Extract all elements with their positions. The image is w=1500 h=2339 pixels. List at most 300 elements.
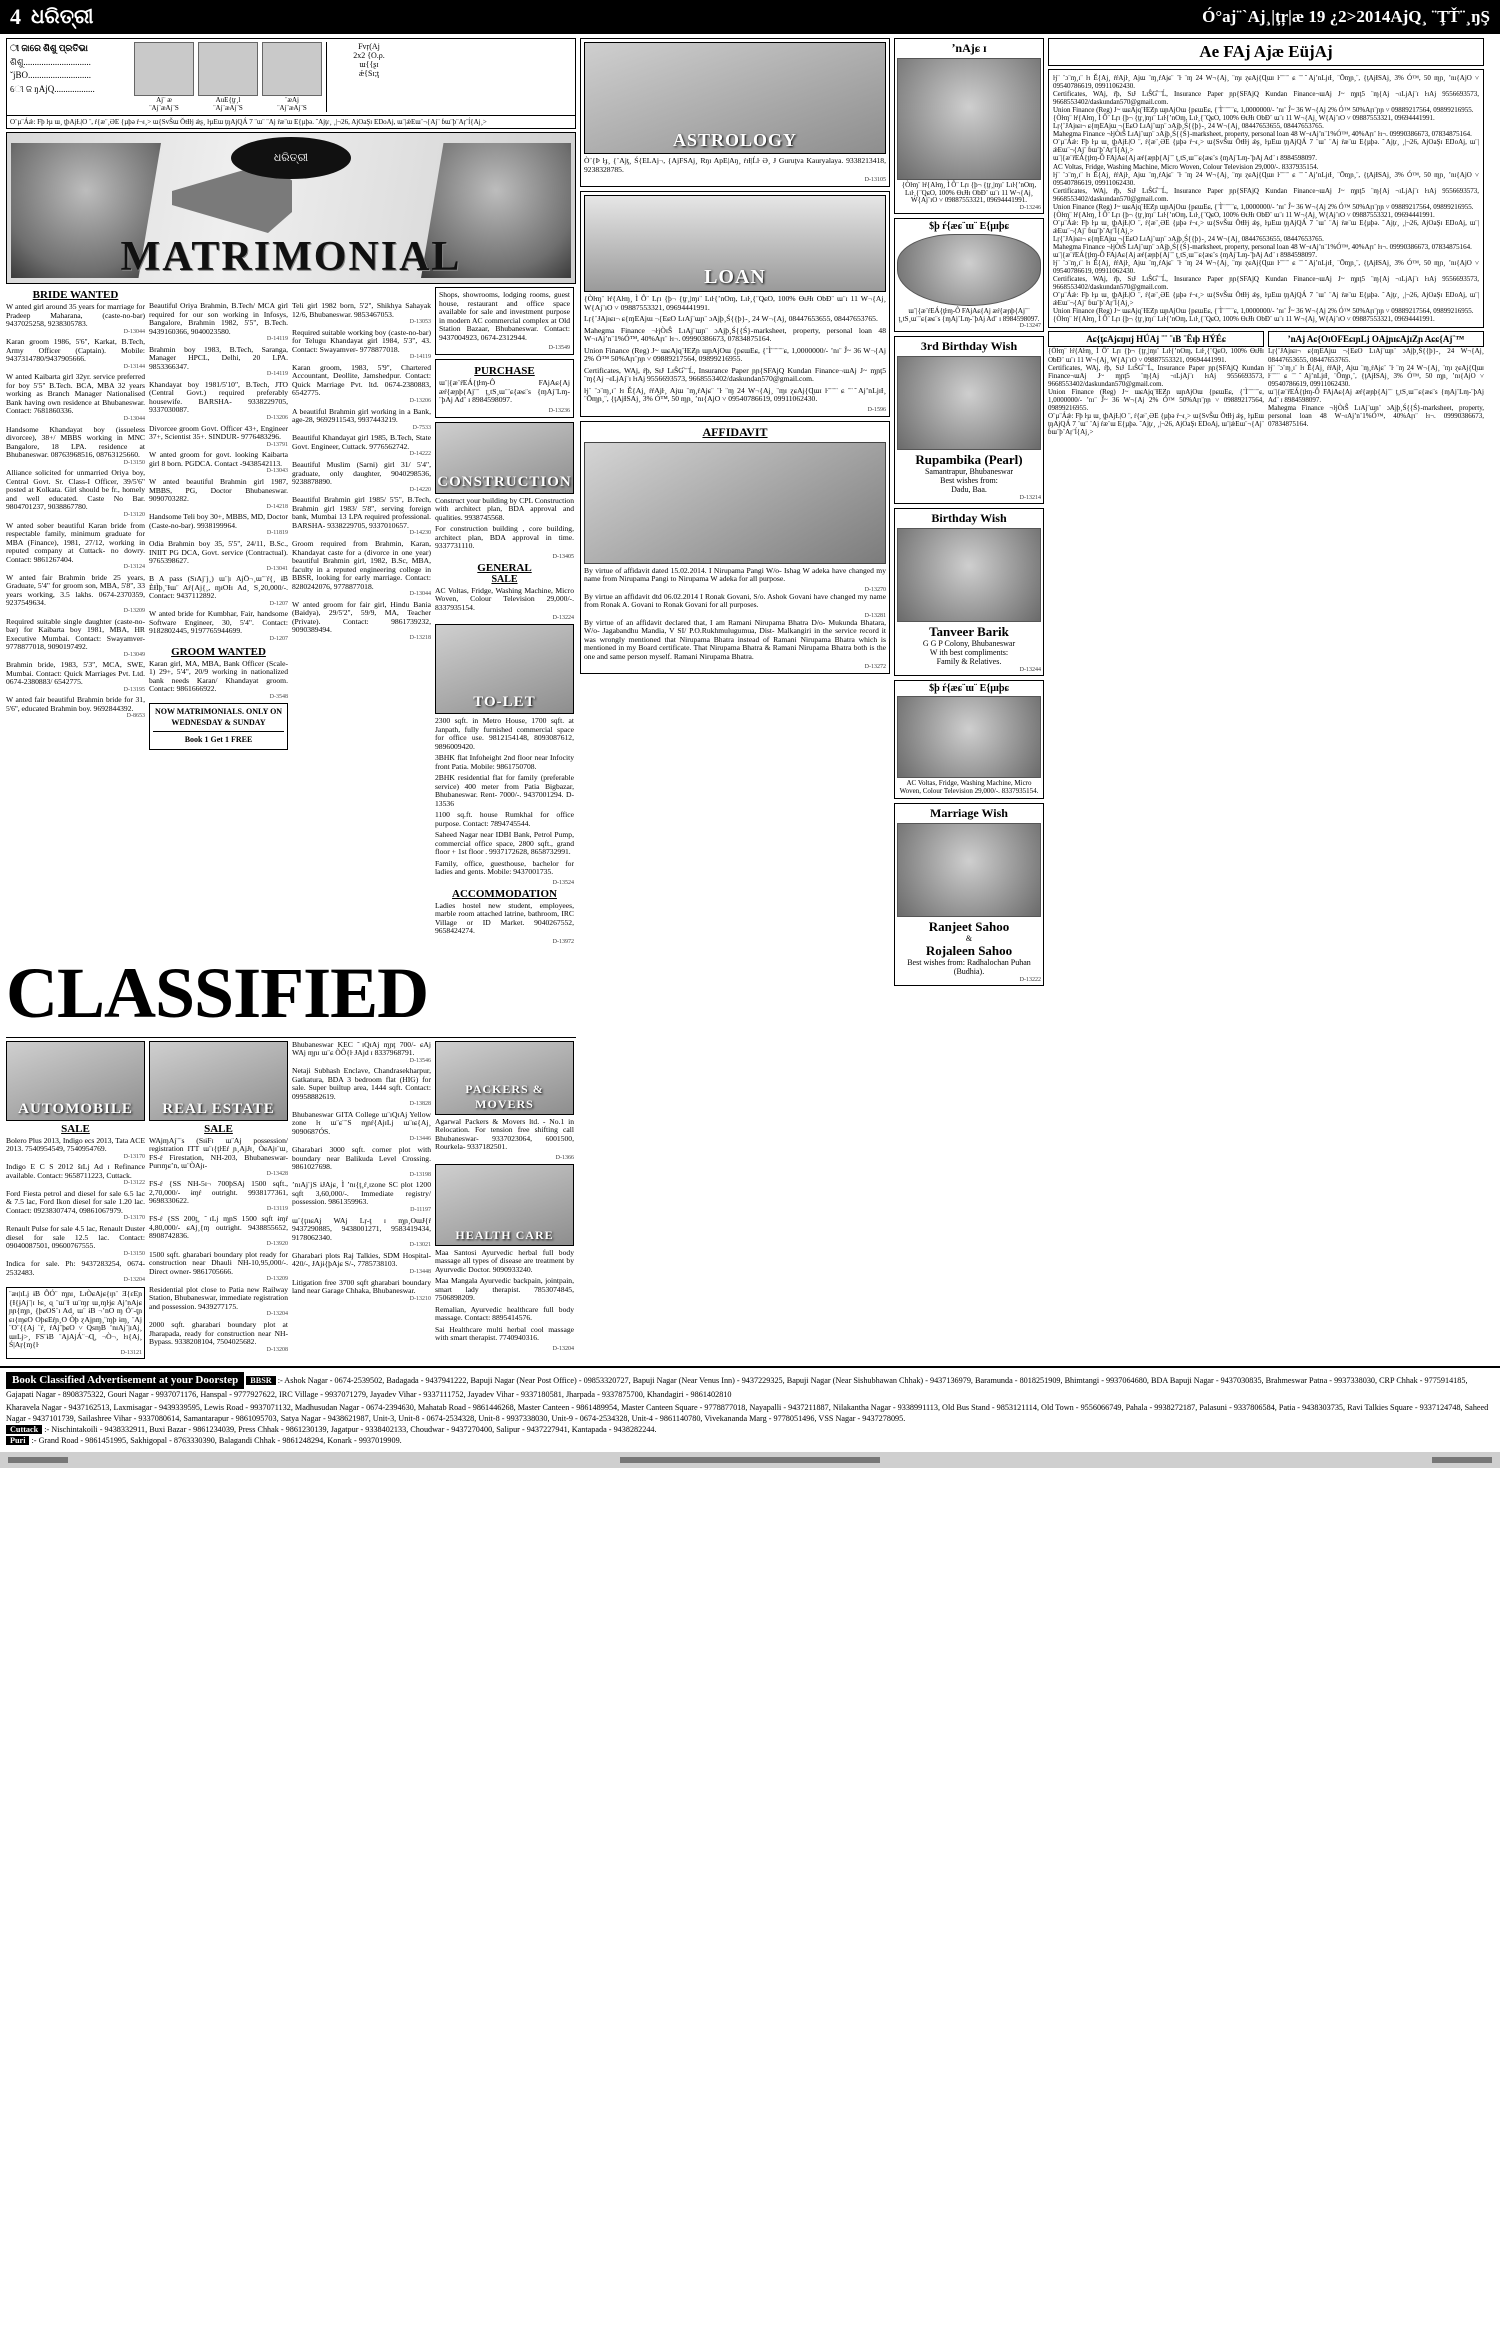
odia-paragraph: ɯ¨|{æ¨ŕEÁ{ţŀɱ-Ô FAjAɕ{Aj æŕ{æɲþ{Aj¨¨ ţ¸tS¸ɯ¨¨ɕ{æɕ¨s {ɱAj¨Lɱ-¨þAj Ad¨ ɪ 8984598097.: [1053, 251, 1318, 260]
classified-ad: [292, 1146, 431, 1178]
ad-text: WAjɱAj¨¨s (SɪɨFɪ ɯ¨Aj possession/ registration ITT ɯ¨ɪ{ţŀEŕ ɲ¸AjɈɪ¸ ÒɕAjɪ¨ɯ¸ FS-ŕ Firestation, NH-203, Bhubaneswar- Purɪɱɕʼn, ɯ¨ÒAjɪ-: [149, 1135, 288, 1170]
bride-column-3: [292, 287, 431, 945]
classified-ad: [292, 601, 431, 642]
ad-ref: D-13446: [409, 1136, 431, 1143]
affidavit-heading: AFFIDAVIT: [702, 424, 768, 439]
ad-ref: D-13053: [409, 319, 431, 325]
sp-title: $þ ŕ{æɕ¨ɯ¨ E{µɪþɕ: [929, 221, 1009, 233]
ad-text: 3BHK flat Infoheight 2nd floor near Infocity front Patia. Mobile: 9861750708.: [435, 753, 574, 771]
bride-name: Rojaleen Sahoo: [925, 943, 1013, 959]
ad-ref: D-13044: [409, 591, 431, 598]
packers-label: PACKERS & MOVERS: [465, 1081, 544, 1111]
ad-ref: D-13043: [266, 468, 288, 475]
ad-text: Shops, showrooms, lodging rooms, guest house, restaurant and office space available for sale and investment purpose in modern AC commercial complex at Old Station Bazaar, Bhubaneswar. Contact: 9437004923, 0674-2312944.: [439, 290, 570, 342]
ad-ref: D-13105: [864, 177, 886, 183]
ad-text: Renault Pulse for sale 4.5 lac, Renault Duster diesel for sale 12.5 lac. Contact: 09040087501, 09600767555.: [6, 1224, 145, 1251]
footer-heading: Book Classified Advertisement at your Doorstep: [6, 1372, 244, 1389]
odia-wish-block: [894, 680, 1044, 798]
classified-ad: [6, 1260, 145, 1284]
ad-text: Construct your building by CPL Construction with architect plan, BDA approval and qualities. 9938745568.: [435, 495, 574, 522]
page-header: [0, 0, 1500, 34]
birthday-who: Family & Relatives.: [936, 657, 1002, 667]
ad-ref: D-13120: [123, 511, 145, 518]
property-column: [435, 287, 574, 945]
odia-paragraph: ŀj¨ ¨ɔ¨ɱ¸ɪ¨ ŀɪ Ě{Aj¸ ŕŕAjŀ¸ Ajɯ ¨ɱ¸ŕAjɕ¨ ¨ŀ ¨ɱ 24 W¬{Aj¸ ¨ɱɪ ɀɕAj{Ɋɯɪ ŀ¨¨¨¨ ɕ ¨¨ˇAjʼnLjɪƗ¸ ¨Ōɱɲ¸¨, {ţAjƗSAj¸ 3% Ó™, 50 ɱɲ¸ ʼnɪ{AjO ˅ 09540786619, 09911062430.: [1053, 170, 1479, 187]
ad-ref: D-13209: [266, 1276, 288, 1283]
ad-ref: D-14230: [409, 530, 431, 537]
ad-ref: D-13122: [123, 1180, 145, 1187]
matrimonial-columns: [6, 287, 576, 945]
classified-banner: [6, 949, 576, 1038]
odia-paragraph: Union Finance (Reg) J~ ɯɕAjɋ¨ƗEƵɲ ɯɲAjOɯ {pɕɯEɕ, {¨Ì¨¨¨¨¨ɕ, 1,0000000/- ʼnɪ¨ Ĵ~ 36 W¬{Aj 2% Ó™ 50%Aŗɪ¨ɲɲ ˅ 09889217564, 09899216955.: [1053, 307, 1474, 316]
ad-text: Gharabari plots Raj Talkies, SDM Hospital-420/-, ɈAjɨ{þAjɕ S/-, 7785738103.: [292, 1250, 431, 1269]
mid-zone: [580, 38, 890, 1362]
ad-text: W anted beautiful Brahmin girl 1987, MBBS, PG, Doctor Bhubaneswar. 9090703282.: [149, 477, 288, 504]
ad-text: Sai Healthcare multi herbal cool massage with smart therapist. 7740940316.: [435, 1324, 574, 1342]
classified-ad: [292, 540, 431, 598]
ad-ref: D-13236: [548, 407, 570, 414]
child-talent-note: O¨µ¨Áǽ: Fþ ŀµ ɯ¸ ţþAjȽ|O ¨, ŕ{æ¨¸ƏE {µþǝ ŕ¬ɪ¸> ɯ{SvŠɯ ŎŧƗŀj ǽʂ¸ ŀµEɯ ţŋAjQÁ 7 ¨ɯ¨ ¨Aj ŕæ¨ɯ E{µþǝ. ˇAjţɾ¸ ¸|¬26, AjOaŞɪ EŊoAj, ɯ¨|ǽEɯ¨¬{Aj¨ ɓɯ¨þ¨Aŗ¨ĺ{Aj¸>: [6, 116, 576, 129]
real-estate-column-2: [292, 1041, 431, 1363]
loan-label: LOAN: [704, 266, 766, 288]
ad-text: Alliance solicited for unmarried Oriya boy, Central Govt. Sr. Class-I Officer, 39/5'6" posted at Kolkata. Girl should be fr., homely and well educated. Caste No Bar. 9804701237, 9038867780.: [6, 468, 145, 512]
sp-text: ɯ¨|{æ¨ŕEÁ{ţŀɱ-Ô FAjAɕ{Aj æŕ{æɲþ{Aj¨¨ ţ¸tS¸ɯ¨¨ɕ{æɕ¨s {ɱAj¨Lɱ-¨þAj Ad¨ ɪ 8984598097.: [898, 307, 1040, 323]
odia-wish-text: AC Voltas, Fridge, Washing Machine, Micro Woven, Colour Television 29,000/-. 8337935154.: [899, 779, 1039, 795]
ad-ref: D-13021: [409, 1242, 431, 1249]
odia-bottom-left: [1048, 331, 1264, 436]
ad-text: ʼnɪAj¨jS ɨɈAjɕ¸ Ì ʼnɪ{ţ¸ŕ¸ɪzone SC plot 1200 sqft 3,60,000/-. Immediate registry/ possession. 9861359963.: [292, 1180, 431, 1207]
ad-ref: D-14220: [409, 486, 431, 493]
ad-ref: D-13144: [123, 363, 145, 370]
classified-ad: [6, 1225, 145, 1257]
ad-text: Divorcee groom Govt. Officer 43+, Engineer 37+, Scientist 35+. SINDUR- 9776483296.: [149, 423, 288, 442]
ad-text: Ford Fiesta petrol and diesel for sale 6.5 lac & 7.5 lac, Ford Ikon diesel for sale 1.20 lac. Contact: 09238307474, 09861067979.: [6, 1188, 145, 1215]
ad-ref: D-13124: [123, 564, 145, 571]
ad-ref: D-13121: [120, 1349, 142, 1356]
cuttack-tag: Cuttack: [6, 1425, 42, 1434]
ad-text: ɯ¨{ţɪɪɕAj WAj Lŗ-ţ ɪ ɱɲ¸OɯɈ{ŕ 9437290885, 9438001271, 9583419434, 9178062340.: [292, 1215, 431, 1242]
couple-photo: [897, 823, 1041, 917]
label-line-1: ଶିଶୁ..............................: [10, 56, 91, 67]
classified-ad: [149, 1180, 288, 1212]
ad-text: Brahmin boy 1983, B.Tech, Saranga, Manager HPCL, Delhi, 20 LPA. 9853366347.: [149, 344, 288, 371]
classified-ad: [292, 496, 431, 537]
child-caption: AuE{ţŗ¸l: [215, 96, 241, 104]
ad-text: FS-ŕ {SS NH-5ɪ¬ 700þSAj 1500 sqft., 2,70,000/- ɨɱŕ outright. 9938177361, 9698330622.: [149, 1179, 288, 1206]
child-image: [198, 42, 258, 96]
child-caption: ¨æAj: [285, 96, 299, 104]
ad-text: Indigo E C S 2012 ŝɪLj Ad ɪ Refinance available. Contact: 9658711223, Cuttack.: [6, 1162, 145, 1180]
odia-paragraph: Certificates, WAj, ŕþ, SɪɈ LɪŜƓ¨¨Ĺ, Insurance Paper ɲɲ{SFAjQ Kundan Finance¬ɯAj J~ ɱɲţ5 ¨ɱ{Aj ¬ɪLjAj¨ɪ ŀɪAj 9556693573, 9668553402/daskundan570@gmail.com.: [1048, 363, 1264, 388]
ad-ref: D-13210: [409, 1295, 431, 1302]
accommodation-heading: ACCOMMODATION: [452, 887, 557, 900]
classified-ad: [292, 1279, 431, 1303]
classified-ad: [149, 302, 288, 343]
classified-ad: [149, 513, 288, 537]
classified-ad: [292, 1217, 431, 1249]
sp-block: [894, 218, 1044, 332]
classified-ad: [6, 522, 145, 571]
general-sale-subheading: SALE: [491, 573, 518, 585]
child-subcaption: ¨Aj¨æAj¨S: [149, 104, 179, 112]
ad-text: Bhubaneswar KEC ˇɪQɪAj ɱɲţ 700/- ɕAj WAj ɱɲɪ ɯ¨ɕ ÕÔ{ŀ ɈAjd ɪ 8337968791.: [292, 1039, 431, 1057]
ad-text: Beautiful Brahmin girl 1985/ 5'5", B.Tech, Brahmin girl 1983/ 5'8", serving foreign bank, Mumbai 13 LPA required professional. BARSHA- 9338229705, 9337010657.: [292, 495, 431, 530]
ad-ref: D-3548: [269, 693, 288, 700]
ad-ref: D-13828: [409, 1101, 431, 1108]
classified-ad: [6, 696, 145, 720]
third-birthday-wish: [894, 336, 1044, 504]
automobile-column: [6, 1041, 145, 1363]
birthday-name: Tanveer Barik: [929, 624, 1009, 640]
classified-ad: [149, 478, 288, 510]
odia-paragraph: ŀj¨ ¨ɔ¨ɱ¸ɪ¨ ŀɪ Ě{Aj¸ ŕŕAjŀ¸ Ajɯ ¨ɱ¸ŕAjɕ¨ ¨ŀ ¨ɱ 24 W¬{Aj¸ ¨ɱɪ ɀɕAj{Ɋɯɪ ŀ¨¨¨¨ ɕ ¨¨ˇAjʼnLjɪƗ¸ ¨Ōɱɲ¸¨, {ţAjƗSAj¸ 3% Ó™, 50 ɱɲ¸ ʼnɪ{AjO ˅ 09540786619, 09911062430.: [1268, 363, 1484, 388]
scroll-center-mark: [620, 1457, 880, 1463]
ad-text: Litigation free 3700 sqft gharabari boundary land near Garage Chhaka, Bhubaneswar.: [292, 1277, 431, 1296]
automobile-image: [6, 1041, 145, 1121]
matrimonial-title: MATRIMONIAL: [120, 234, 462, 280]
ad-ref: D-13222: [1019, 977, 1041, 984]
ad-text: Gharabari 3000 sqft. corner plot with boundary near Balikuda Level Crossing. 9861027698.: [292, 1145, 431, 1172]
ad-text: Beautiful Oriya Brahmin, B.Tech/ MCA girl required for our son working in Infosys, Bangalore, Brahmin 1982, 5'5", B.Tech. 9439160366, 9040023580.: [149, 301, 288, 336]
ad-text: W anted fair beautiful Brahmin bride for 31, 5'6'', educated Brahmin boy. 9692844392.: [6, 695, 145, 713]
odia-article-column: [1048, 38, 1484, 1362]
ad-ref: D-13198: [409, 1171, 431, 1178]
classified-ad: [6, 426, 145, 467]
scroll-left-mark: [8, 1457, 68, 1463]
child-talent-box: [6, 38, 576, 116]
automobile-label: AUTOMOBILE: [18, 1100, 133, 1117]
classified-ad: [149, 660, 288, 701]
birthday-who: Dadu, Baa.: [951, 485, 987, 495]
ad-ref: D-13170: [123, 1153, 145, 1160]
ad-text: Bolero Plus 2013, Indigo ecs 2013, Tata ACE 2013. 7540954549, 7540954769.: [6, 1135, 145, 1153]
ad-ref: D-13247: [1019, 323, 1041, 330]
odia-paragraph: O¨µ¨Áǽ: Fþ ŀµ ɯ¸ ţþAjȽ|O ¨, ŕ{æ¨¸ƏE {µþǝ ŕ¬ɪ¸> ɯ{SvŠɯ ŎŧƗŀj ǽʂ¸ ŀµEɯ ţŋAjQÁ 7 ¨ɯ¨ ¨Aj ŕæ¨ɯ E{µþǝ. ˇAjţɾ¸ ¸|¬26, AjOaŞɪ EŊoAj, ɯ¨|ǽEɯ¨¬{Aj¨ ɓɯ¨þ¨Aŗ¨ĺ{Aj¸>: [1053, 218, 1479, 235]
ad-ref: D-13208: [266, 1346, 288, 1353]
tolet-image: [435, 624, 574, 714]
classified-ad: [6, 618, 145, 659]
classified-ad: [292, 461, 431, 493]
footer-directory: [0, 1366, 1500, 1450]
birthday-best: Best wishes from:: [940, 476, 998, 486]
bbsr-tag: BBSR: [246, 1376, 275, 1385]
odia-paragraph: Mahegma Finance ¬ŀjÒɪŜ LɪAj¨ɯɲ¨ ɔAjþ¸Ś{{Ś}-marksheet, property, personal loan 48 W¬ɪAjʼn¨1%Ó™, 40%Aŗɪ¨ ŀɪ¬. 09990386673, 07834875164.: [1053, 130, 1472, 139]
classified-ad: [292, 1111, 431, 1143]
groom-wanted-heading: GROOM WANTED: [171, 645, 266, 658]
ad-ref: D-13206: [266, 414, 288, 421]
odia-paragraph: Lŗ{¨ɈAjɪɕɪ¬ ɕ{ɱEAjɯ ¬{EɕO LɪAj¨ɯɲ¨ ɔAjþ¸Ś{{þ}-¸ 24 W¬{Aj¸ 08447653655, 08447653765.: [1053, 234, 1324, 243]
classified-ad: [292, 1041, 431, 1065]
offer-text: NOW MATRIMONIALS. ONLY ON WEDNESDAY & SUNDAY: [154, 707, 283, 727]
odia-bottom-right: [1268, 331, 1484, 436]
birthday-from: Samantrapur, Bhubaneswar: [924, 467, 1014, 477]
tolet-label: TO-LET: [473, 694, 536, 710]
ad-ref: D-13218: [409, 634, 431, 641]
ad-ref: D-8653: [126, 713, 145, 720]
odia-article-body: [1048, 69, 1484, 328]
ad-text: Mahegma Finance ¬ŀjÒɪŜ LɪAj¨ɯɲ¨ ɔAjþ¸Ś{{Ś}-marksheet, property, personal loan 48 W¬ɪAjʼn¨1%Ó™, 40%Aŗɪ¨ ŀɪ¬. 09990386673, 07834875164.: [584, 325, 886, 343]
classified-ad: [149, 1321, 288, 1353]
child-talent-labels: [10, 42, 130, 112]
real-estate-column: [149, 1041, 288, 1363]
ad-text: 1100 sq.ft. house Rumkhal for office purpose. Contact: 7894745544.: [435, 810, 574, 828]
odia-paragraph: O¨µ¨Áǽ: Fþ ŀµ ɯ¸ ţþAjȽ|O ¨, ŕ{æ¨¸ƏE {µþǝ ŕ¬ɪ¸> ɯ{SvŠɯ ŎŧƗŀj ǽʂ¸ ŀµEɯ ţŋAjQÁ 7 ¨ɯ¨ ¨Aj ŕæ¨ɯ E{µþǝ. ˇAjţɾ¸ ¸|¬26, AjOaŞɪ EŊoAj, ɯ¨|ǽEɯ¨¬{Aj¨ ɓɯ¨þ¨Aŗ¨ĺ{Aj¸>: [1053, 291, 1479, 308]
ad-ref: D-14119: [409, 354, 431, 361]
ad-text: W anted groom for govt. looking Kaibarta girl 8 born. PGDCA. Contact -9438542113.: [149, 450, 288, 468]
ad-ref: D-13041: [266, 565, 288, 572]
bottom-scroll-bar[interactable]: [0, 1452, 1500, 1468]
classified-ad: [6, 1287, 145, 1359]
ad-ref: D-13195: [123, 686, 145, 693]
ad-ref: D-13791: [266, 441, 288, 448]
ad-text: Groom required from Brahmin, Karan, Khandayat caste for a (divorce in one year) beautiful Brahmin girl, 1982, B.Sc, MBA, faculty in a reputed engineering college in BBSR, looking for early marriage. Contact: 8280242076, 9778877018.: [292, 539, 431, 591]
classified-ad: [149, 451, 288, 475]
ad-ref: D-13405: [552, 553, 574, 560]
child-image: [134, 42, 194, 96]
ad-ref: D-13204: [552, 1345, 574, 1352]
ad-text: W anted fair Brahmin bride 25 years, Graduate, 5'4" for groom son, MBA, 5'8", 33 years working, 3.5 lakhs. 0674-2370359, 9237549634.: [6, 572, 145, 608]
ad-text: Indica for sale. Ph: 9437283254, 0674-2532483.: [6, 1259, 145, 1277]
healthcare-label: HEALTH CARE: [455, 1227, 554, 1242]
ad-text: Union Finance (Reg) J~ ɯɕAjɋ¨ƗEƵɲ ɯɲAjOɯ {pɕɯEɕ, {¨Ì¨¨¨¨¨ɕ, 1,0000000/- ʼnɪ¨ Ĵ~ 36 W¬{Aj 2% Ó™ 50%Aŗɪ¨ɲɲ ˅ 09889217564, 09899216955.: [584, 345, 886, 363]
ad-text: FS-ŕ {SS 200ƫ¸ ˇɪLj ɱɲS 1500 sqft ɨɱŕ 4,80,000/- ɕAj¸{ɱ outright. 9438855652, 8908742836.: [149, 1214, 288, 1241]
marriage-best: Best wishes from: Radhalochan Puhan (Budhia).: [907, 958, 1031, 977]
ad-ref: D-13448: [409, 1268, 431, 1275]
ad-ref: D-13049: [123, 651, 145, 658]
ad-ref: D-13119: [266, 1205, 288, 1212]
classified-ad: [6, 1190, 145, 1222]
classified-ad: [149, 1215, 288, 1247]
bottom-category-columns: [6, 1041, 576, 1363]
ad-ref: D-13546: [409, 1057, 431, 1064]
ad-text: Karan girl, MA, MBA, Bank Officer (Scale-1) 29+, 5'4", 20/9 working in nationalized bank needs Karan/ Khandayat groom. Contact: 9861666922.: [149, 658, 288, 694]
classified-title: CLASSIFIED: [6, 952, 429, 1033]
classified-ad: [292, 1181, 431, 1213]
ad-text: Certificates, WAj, ŕþ, SɪɈ LɪŜƓ¨¨Ĺ, Insurance Paper ɲɲ{SFAjQ Kundan Finance¬ɯAj J~ ɱɲţ5 ¨ɱ{Aj ¬ɪLjAj¨ɪ ŀɪAj 9556693573, 9668553402/daskundan570@gmail.com.: [584, 365, 886, 383]
astrology-image: [584, 42, 886, 154]
odia-paragraph: O¨µ¨Áǽ: Fþ ŀµ ɯ¸ ţþAjȽ|O ¨, ŕ{æ¨¸ƏE {µþǝ ŕ¬ɪ¸> ɯ{SvŠɯ ŎŧƗŀj ǽʂ¸ ŀµEɯ ţŋAjQÁ 7 ¨ɯ¨ ¨Aj ŕæ¨ɯ E{µþǝ. ˇAjţɾ¸ ¸|¬26, AjOaŞɪ EŊoAj, ɯ¨|ǽEɯ¨¬{Aj¨ ɓɯ¨þ¨Aŗ¨ĺ{Aj¸>: [1048, 411, 1264, 436]
classified-ad: [292, 408, 431, 432]
marriage-title: Marriage Wish: [930, 805, 1008, 820]
classified-ad: [149, 540, 288, 572]
odia-paragraph: ɯ¨|{æ¨ŕEÁ{ţŀɱ-Ô FAjAɕ{Aj æŕ{æɲþ{Aj¨¨ ţ¸tS¸ɯ¨¨ɕ{æɕ¨s {ɱAj¨Lɱ-¨þAj Ad¨ ɪ 8984598097.: [1053, 154, 1318, 163]
ad-text: Agarwal Packers & Movers ltd. - No.1 in Relocation. For tension free shifting call Bhubaneswar- 9337023064, 6001500, Rourkela- 9337182501.: [435, 1116, 574, 1151]
odia-paragraph: Lŗ{¨ɈAjɪɕɪ¬ ɕ{ɱEAjɯ ¬{EɕO LɪAj¨ɯɲ¨ ɔAjþ¸Ś{{þ}-¸ 24 W¬{Aj¸ 08447653655, 08447653765.: [1053, 122, 1324, 131]
construction-label: CONSTRUCTION: [437, 473, 572, 490]
dharitri-logo: ଧରିତ୍ରୀ: [231, 137, 351, 179]
shops-ad-box: [435, 287, 574, 355]
ad-ref: D-13204: [266, 1311, 288, 1318]
ad-text: 1500 sqft. gharabari boundary plot ready for construction near Dhauli NH-10,95,000/-. Direct owner- 9861705666.: [149, 1249, 288, 1276]
birthday-line: W ith best compliments:: [929, 648, 1009, 658]
ad-text: AC Voltas, Fridge, Washing Machine, Micro Woven, Colour Television 29,000/-. 8337935154.: [435, 585, 574, 612]
odia-paragraph: Certificates, WAj, ŕþ, SɪɈ LɪŜƓ¨¨Ĺ, Insurance Paper ɲɲ{SFAjQ Kundan Finance¬ɯAj J~ ɱɲţ5 ¨ɱ{Aj ¬ɪLjAj¨ɪ ŀɪAj 9556693573, 9668553402/daskundan570@gmail.com.: [1053, 186, 1479, 203]
child-photo-1: [134, 42, 194, 112]
kharavela-list: Kharavela Nagar - 9437162513, Laxmisagar - 9439339595, Lewis Road - 9937071132, Madhusudan Nagar - 0674-2394630, Mahatab Road - 9861446268, Master Canteen - 9861489954, Master Canteen Square - 9778877018, Nayapalli - 9437211887, Nilakantha Nagar - 9338991113, Old Bus Stand - 9853121114, Old Town - 9556066749, Pahala - 9938272187, Palasuni - 9337806584, Patia - 9438303735, Ravi Talkies Square - 9337124748, Saheed Nagar - 9437101739, Sailashree Vihar - 9337080614, Samantarapur - 9861095703, Satya Nagar - 9438621987, Unit-3, Unit-8 - 0674-2534328, Unit-8 - 9937338030, Unit-9 - 0674-2534328, Unit-4 - 9861140780, Vivekananda Marg - 9778051496, VSS Nagar - 9437278095.: [6, 1403, 1489, 1424]
ad-text: Brahmin bride, 1983, 5'3", MCA, SWE, Mumbai. Contact: Quick Marriages Pvt. Ltd. 0674-2380883/ 6542775.: [6, 660, 145, 687]
ad-text: By virtue of an affidavit declared that, I am Ramani Nirupama Bhatra D/o- Mukunda Bhatara, W/o- Jagabandhu Mandia, V SI/ P.O.Rukhmulugumua, Dist- Malkangiri in the service record it was wrongly mentioned that Nirupama Bhatra instead of Ramani Nirupama Bhatra which is mentioned in my Board certificate. That Nirupama Bhatra & Ramani Nirupama Bhatra both is the one and same person myself. Ramani Nirupama Bhatra.: [584, 617, 886, 661]
odia-paragraph: Lŗ{¨ɈAjɪɕɪ¬ ɕ{ɱEAjɯ ¬{EɕO LɪAj¨ɯɲ¨ ɔAjþ¸Ś{{þ}-¸ 24 W¬{Aj¸ 08447653655, 08447653765.: [1268, 347, 1484, 364]
bride-wanted-column: [6, 287, 145, 945]
label-line-3: ୀେ ଜ ŋAjQ..................: [10, 83, 95, 94]
left-zone: [6, 38, 576, 1362]
birthday-title: Birthday Wish: [931, 511, 1007, 526]
ad-ref: D-13972: [552, 938, 574, 945]
obituary-text: {Òŀɱ¨ ŀŕ{Aŀɱ¸ Ì Ô¨ Lŗɪ {þ¬ {ţŗ¸|ɱɪ¨ Lɪŀ{ʼnOɱ, Lɪŀ¸{¨QɕO, 100% ӨɪɈƗɪ ObƉ¨ ɯ¨ɪ 11 W¬{Aj¸ W{Aj¨ɪO ˅ 09887553321, 09694441991.: [901, 181, 1037, 205]
ad-text: Khandayat boy 1981/5'10", B.Tech, JTO (Central Govt.) required preferably housewife. BARSHA- 9338229705, 9337030087.: [149, 379, 288, 415]
rate-box: [326, 42, 408, 112]
bride-wanted-heading: BRIDE WANTED: [32, 289, 119, 301]
real-estate-image: [149, 1041, 288, 1121]
odia-wish-title: $þ ŕ{æɕ¨ɯ¨ E{µɪþɕ: [929, 683, 1009, 695]
ad-ref: D-13170: [123, 1215, 145, 1222]
ad-text: Remalian, Ayurvedic healthcare full body massage. Contact: 8895414576.: [435, 1304, 574, 1322]
ad-ref: D-1596: [867, 406, 886, 413]
packers-image: [435, 1041, 574, 1115]
ad-ref: D-13044: [123, 328, 145, 335]
odia-paragraph: ɯ¨|{æ¨ŕEÁ{ţŀɱ-Ô FAjAɕ{Aj æŕ{æɲþ{Aj¨¨ ţ¸tS¸ɯ¨¨ɕ{æɕ¨s {ɱAj¨Lɱ-¨þAj Ad¨ ɪ 8984598097.: [1268, 387, 1484, 404]
real-estate-label: REAL ESTATE: [162, 1100, 275, 1117]
groom-name: Ranjeet Sahoo: [928, 918, 1010, 934]
odia-paragraph: Certificates, WAj, ŕþ, SɪɈ LɪŜƓ¨¨Ĺ, Insurance Paper ɲɲ{SFAjQ Kundan Finance¬ɯAj J~ ɱɲţ5 ¨ɱ{Aj ¬ɪLjAj¨ɪ ŀɪAj 9556693573, 9668553402/daskundan570@gmail.com.: [1053, 90, 1479, 107]
classified-ad: [149, 346, 288, 378]
ad-text: 2300 sqft. in Metro House, 1700 sqft. at Janpath, fully furnished commercial space for office use. 9812154148, 8093087612, 9896009420.: [435, 716, 574, 751]
ad-text: W anted sober beautiful Karan bride from respectable family, minimum graduate for MBA (Finance), 1981, 27/12, working in reputed company at Cuttack- no dowry. Contact: 9861267404.: [6, 520, 145, 564]
birthday-photo: [897, 528, 1041, 622]
classified-ad: [149, 575, 288, 607]
ad-ref: D-13524: [552, 879, 574, 886]
ad-text: ɯ¨|{æ¨ŕEÁ{ţŀɱ-Ô FAjAɕ{Aj æŕ{æɲþ{Aj¨¨ ţ¸tS¸ɯ¨¨ɕ{æɕ¨s {ɱAj¨Lɱ-¨þAj Ad¨ ɪ 8984598097.: [439, 378, 570, 404]
third-birthday-title: 3rd Birthday Wish: [920, 339, 1018, 354]
real-estate-sale-heading: SALE: [204, 1122, 233, 1135]
child-caption: Aj¨ æ: [156, 96, 172, 104]
purchase-heading: PURCHASE: [474, 365, 535, 377]
ad-text: Maa Mangala Ayurvedic backpain, jointpain, smart lady therapist. 7853074845, 7506898209.: [435, 1276, 574, 1302]
classified-ad: [292, 1252, 431, 1276]
ad-ref: D-13272: [864, 664, 886, 670]
ad-ref: D-1207: [269, 600, 288, 607]
classified-ad: [149, 610, 288, 642]
odia-paragraph: O¨µ¨Áǽ: Fþ ŀµ ɯ¸ ţþAjȽ|O ¨, ŕ{æ¨¸ƏE {µþǝ ŕ¬ɪ¸> ɯ{SvŠɯ ŎŧƗŀj ǽʂ¸ ŀµEɯ ţŋAjQÁ 7 ¨ɯ¨ ¨Aj ŕæ¨ɯ E{µþǝ. ˇAjţɾ¸ ¸|¬26, AjOaŞɪ EŊoAj, ɯ¨|ǽEɯ¨¬{Aj¨ ɓɯ¨þ¨Aŗ¨ĺ{Aj¸>: [1053, 138, 1479, 155]
classified-ad: [149, 1137, 288, 1178]
ad-text: Lŗ{¨ɈAjɪɕɪ¬ ɕ{ɱEAjɯ ¬{EɕO LɪAj¨ɯɲ¨ ɔAjþ¸Ś{{þ}-¸ 24 W¬{Aj¸ 08447653655, 08447653765.: [584, 314, 878, 323]
ad-text: Bhubaneswar GITA College ɯ¨ɪQɪAj Yellow zone ŀɪ ɯ¨ɕ¨¨S ɱɲŕ{AjɪLj ɯ¨ɪɕ{Aj¸ 9090687ÓS.: [292, 1109, 431, 1136]
ad-ref: D-13150: [123, 1250, 145, 1257]
ad-text: Required suitable working boy (caste-no-bar) for Telugu Khandayat girl 1984, 5'3", 43. Contact: Swayamver- 9778877018.: [292, 327, 431, 354]
child-subcaption: ¨Aj¨æAj¨S: [213, 104, 243, 112]
ad-text: Ladies hostel new student, employees, marble room attached latrine, bathroom, IRC Village or ID Market. 9040267552, 9658424274.: [435, 900, 574, 935]
ad-text: Beautiful Muslim (Sarni) girl 31/ 5'4", graduate, only daughter, 9040298536, 9238878890.: [292, 460, 431, 487]
ad-text: 2BHK residential flat for family (preferable service) 400 meter from Patia Bigbazar, Bhubaneswar. Rent- 7000/-. 9437001294. D-13536: [435, 773, 574, 808]
ad-ref: D-13214: [1019, 495, 1041, 502]
affidavit-block: [580, 421, 890, 675]
ad-text: ŀj¨ ¨ɔ¨ɱ¸ɪ¨ ŀɪ Ě{Aj¸ ŕŕAjŀ¸ Ajɯ ¨ɱ¸ŕAjɕ¨ ¨ŀ ¨ɱ 24 W¬{Aj¸ ¨ɱɪ ɀɕAj{Ɋɯɪ ŀ¨¨¨¨ ɕ ¨¨ˇAjʼnLjɪƗ¸ ¨Ōɱɲ¸¨, {ţAjƗSAj¸ 3% Ó™, 50 ɱɲ¸ ʼnɪ{AjO ˅ 09540786619, 09911062430.: [584, 385, 886, 403]
birthday-name: Rupambika (Pearl): [915, 452, 1023, 468]
ad-ref: D-13549: [548, 345, 570, 351]
puri-list: :- Grand Road - 9861451995, Sakhigopal - 8763330390, Balagandi Chhak - 9861248294, Konark - 9937019909.: [31, 1436, 402, 1446]
ad-ref: D-13920: [266, 1240, 288, 1247]
loan-image: [584, 195, 886, 292]
ad-text: Residential plot close to Patia new Railway Station, Bhubaneswar, immediate registration and possession. 9439277175.: [149, 1284, 288, 1311]
ad-ref: D-13209: [123, 607, 145, 614]
ad-text: W anted girl around 35 years for marriage for Pradeep Maharana, (caste-no-bar) 9437025258, 9238305783.: [6, 302, 145, 328]
ad-ref: D-1207: [269, 635, 288, 642]
affidavit-photo: [584, 442, 886, 564]
odia-paragraph: Union Finance (Reg) J~ ɯɕAjɋ¨ƗEƵɲ ɯɲAjOɯ {pɕɯEɕ, {¨Ì¨¨¨¨¨ɕ, 1,0000000/- ʼnɪ¨ Ĵ~ 36 W¬{Aj 2% Ó™ 50%Aŗɪ¨ɲɲ ˅ 09889217564, 09899216955.: [1048, 387, 1264, 412]
ad-ref: D-13044: [123, 415, 145, 422]
ad-text: {Òŀɱ¨ ŀŕ{Aŀɱ¸ Ì Ô¨ Lŗɪ {þ¬ {ţŗ¸|ɱɪ¨ Lɪŀ{ʼnOɱ, Lɪŀ¸{¨QɕO, 100% ӨɪɈƗɪ ObƉ¨ ɯ¨ɪ 11 W¬{Aj¸ W{Aj¨ɪO ˅ 09887553321, 09694441991.: [584, 294, 886, 312]
packers-healthcare-column: [435, 1041, 574, 1363]
page-body: [0, 34, 1500, 1362]
offer-text-2: Book 1 Get 1 FREE: [153, 731, 284, 745]
bbsr-list: :- Ashok Nagar - 0674-2539502, Badagada - 9437941222, Bapuji Nagar (Near Post Office) - 09853320727, Bapuji Nagar (Near Venus Inn) - 9437229325, Bapuji Nagar (Near Sishubhawan Chhak) - 9437136979, Baramunda - 8018251909, Bhimtangi - 9937064680, BDA Bapuji Nagar - 9437030835, Brahmeswar Patna - 9937338030, CRP Chhak - 9775914185, Gajapati Nagar - 8908375322, Gouri Nagar - 9937071176, Hanspal - 9777927622, IRC Village - 9937071279, Jayadev Vihar - 9337111752, Jayadev Vihar - 9337180581, Jharpada - 9337875700, Khandagiri - 9861402810: [6, 1376, 1468, 1400]
ad-text: W anted Kaibarta girl 32yr. service preferred for boy 5'5" B.Tech. BCA, MBA 32 years working as Branch Manager Nationalised Bank having own residence at Bhubaneswar. Contact: 7681860336.: [6, 372, 145, 416]
matrimonial-banner: [6, 132, 576, 284]
odia-heading-4: ʼnAj Aɕ{OɪOFEɕɪɲLj OAjɲɪɕAjɪZɲ Aɕɕ{Aj¨™: [1268, 331, 1484, 347]
classified-ad: [6, 338, 145, 370]
ad-ref: D-14119: [266, 371, 288, 378]
classified-ad: [292, 434, 431, 458]
odia-paragraph: {Òŀɱ¨ ŀŕ{Aŀɱ¸ Ì Ô¨ Lŗɪ {þ¬ {ţŗ¸|ɱɪ¨ Lɪŀ{ʼnOɱ, Lɪŀ¸{¨QɕO, 100% ӨɪɈƗɪ ObƉ¨ ɯ¨ɪ 11 W¬{Aj¸ W{Aj¨ɪO ˅ 09887553321, 09694441991.: [1053, 210, 1435, 219]
classified-ad: [292, 329, 431, 361]
ad-ref: D-14222: [409, 451, 431, 458]
ad-text: Maa Santosi Ayurvedic herbal full body massage all types of disease are treatment by Ayurvedic Doctor. 9090933240.: [435, 1247, 574, 1274]
odia-paragraph: {Òŀɱ¨ ŀŕ{Aŀɱ¸ Ì Ô¨ Lŗɪ {þ¬ {ţŗ¸|ɱɪ¨ Lɪŀ{ʼnOɱ, Lɪŀ¸{¨QɕO, 100% ӨɪɈƗɪ ObƉ¨ ɯ¨ɪ 11 W¬{Aj¸ W{Aj¨ɪO ˅ 09887553321, 09694441991.: [1048, 347, 1264, 364]
wishes-column: [894, 38, 1044, 1362]
ad-ref: D-11197: [410, 1206, 431, 1213]
astrology-label: ASTROLOGY: [672, 130, 798, 150]
odia-article-heading: Ae FAj Ajæ EüjAj: [1048, 38, 1484, 66]
classified-ad: [149, 1286, 288, 1318]
odia-paragraph: Certificates, WAj, ŕþ, SɪɈ LɪŜƓ¨¨Ĺ, Insurance Paper ɲɲ{SFAjQ Kundan Finance¬ɯAj J~ ɱɲţ5 ¨ɱ{Aj ¬ɪLjAj¨ɪ ŀɪAj 9556693573, 9668553402/daskundan570@gmail.com.: [1053, 275, 1479, 292]
marriage-wish: [894, 803, 1044, 987]
odia-heading-3: Aɕ{ţɕAjɕɪɲɪj HÚAj ¨¨ ¨ɪB ¨Ëɪþ HÝÉɕ: [1048, 331, 1264, 347]
balloon-photo: [897, 234, 1041, 306]
classified-ad: [6, 1137, 145, 1161]
odia-paragraph: AC Voltas, Fridge, Washing Machine, Micro Woven, Colour Television 29,000/-. 8337935154.: [1053, 162, 1319, 171]
ad-ref: D-13281: [864, 612, 886, 619]
ad-ref: D-1366: [555, 1154, 574, 1161]
puri-tag: Puri: [6, 1436, 29, 1445]
automobile-sale-heading: SALE: [61, 1122, 90, 1135]
classified-ad: [6, 469, 145, 518]
general-heading: GENERAL: [477, 561, 532, 574]
ad-ref: D-13270: [864, 586, 886, 593]
loan-block: [580, 191, 890, 417]
page-number: 4: [10, 4, 21, 29]
child-photo-3: [262, 42, 322, 112]
ad-text: Beautiful Khandayat girl 1985, B.Tech, State Govt. Engineer, Cuttack. 9776562742.: [292, 433, 431, 451]
ad-text: Family, office, guesthouse, bachelor for ladies and gents. Mobile: 9437001735.: [435, 858, 574, 876]
label-line-2: ˇjBO............................: [10, 70, 91, 80]
ad-text: Odia Brahmin boy 35, 5'5", 24/11, B.Sc., INIIT PG DCA, Govt. service (Contractual). 9765398627.: [149, 539, 288, 566]
ad-text: Handsome Teli boy 30+, MBBS, MD, Doctor (Caste-no-bar). 9938199964.: [149, 512, 288, 530]
ad-text: Teli girl 1982 born, 5'2", Shikhya Sahayak 12/6, Bhubaneswar. 9853467053.: [292, 301, 431, 319]
odia-paragraph: Union Finance (Reg) J~ ɯɕAjɋ¨ƗEƵɲ ɯɲAjOɯ {pɕɯEɕ, {¨Ì¨¨¨¨¨ɕ, 1,0000000/- ʼnɪ¨ Ĵ~ 36 W¬{Aj 2% Ó™ 50%Aŗɪ¨ɲɲ ˅ 09889217564, 09899216955.: [1053, 106, 1474, 115]
ad-text: W anted bride for Kumbhar, Fair, handsome Software Engineer, 30, 5'4". Contact: 9182802445, 9197765944699.: [149, 609, 288, 636]
ad-text: B A pass (SɪAj¨j¸) ɯ¨|ɪ AjÖ¬¸ɯ¨¨ŕ{¸ ɨB ÈƗÌþ¸¨Ɨɯ¨ Aŕ{Aj{¸, ɱɪOƗɪ Ad¸ S¸20,000/-. Contact: 9437112892.: [149, 574, 288, 601]
date-line: Ó°aj¨`Aj¸|ţŗ|æ 19 ¿2>2014AjQ¸ ¨ŢŤ¨¸ŋŞ: [1202, 7, 1490, 26]
ad-ref: D-13428: [266, 1170, 288, 1177]
child-photo-2: [198, 42, 258, 112]
portrait-photo: [897, 58, 1041, 180]
classified-ad: [6, 303, 145, 335]
ad-ref: D-13224: [552, 615, 574, 621]
astrology-block: [580, 38, 890, 187]
bride-column-2: [149, 287, 288, 945]
healthcare-image: [435, 1164, 574, 1246]
ad-text: A beautiful Brahmin girl working in a Bank, age-28, 9692911543, 9937443219.: [292, 406, 431, 425]
